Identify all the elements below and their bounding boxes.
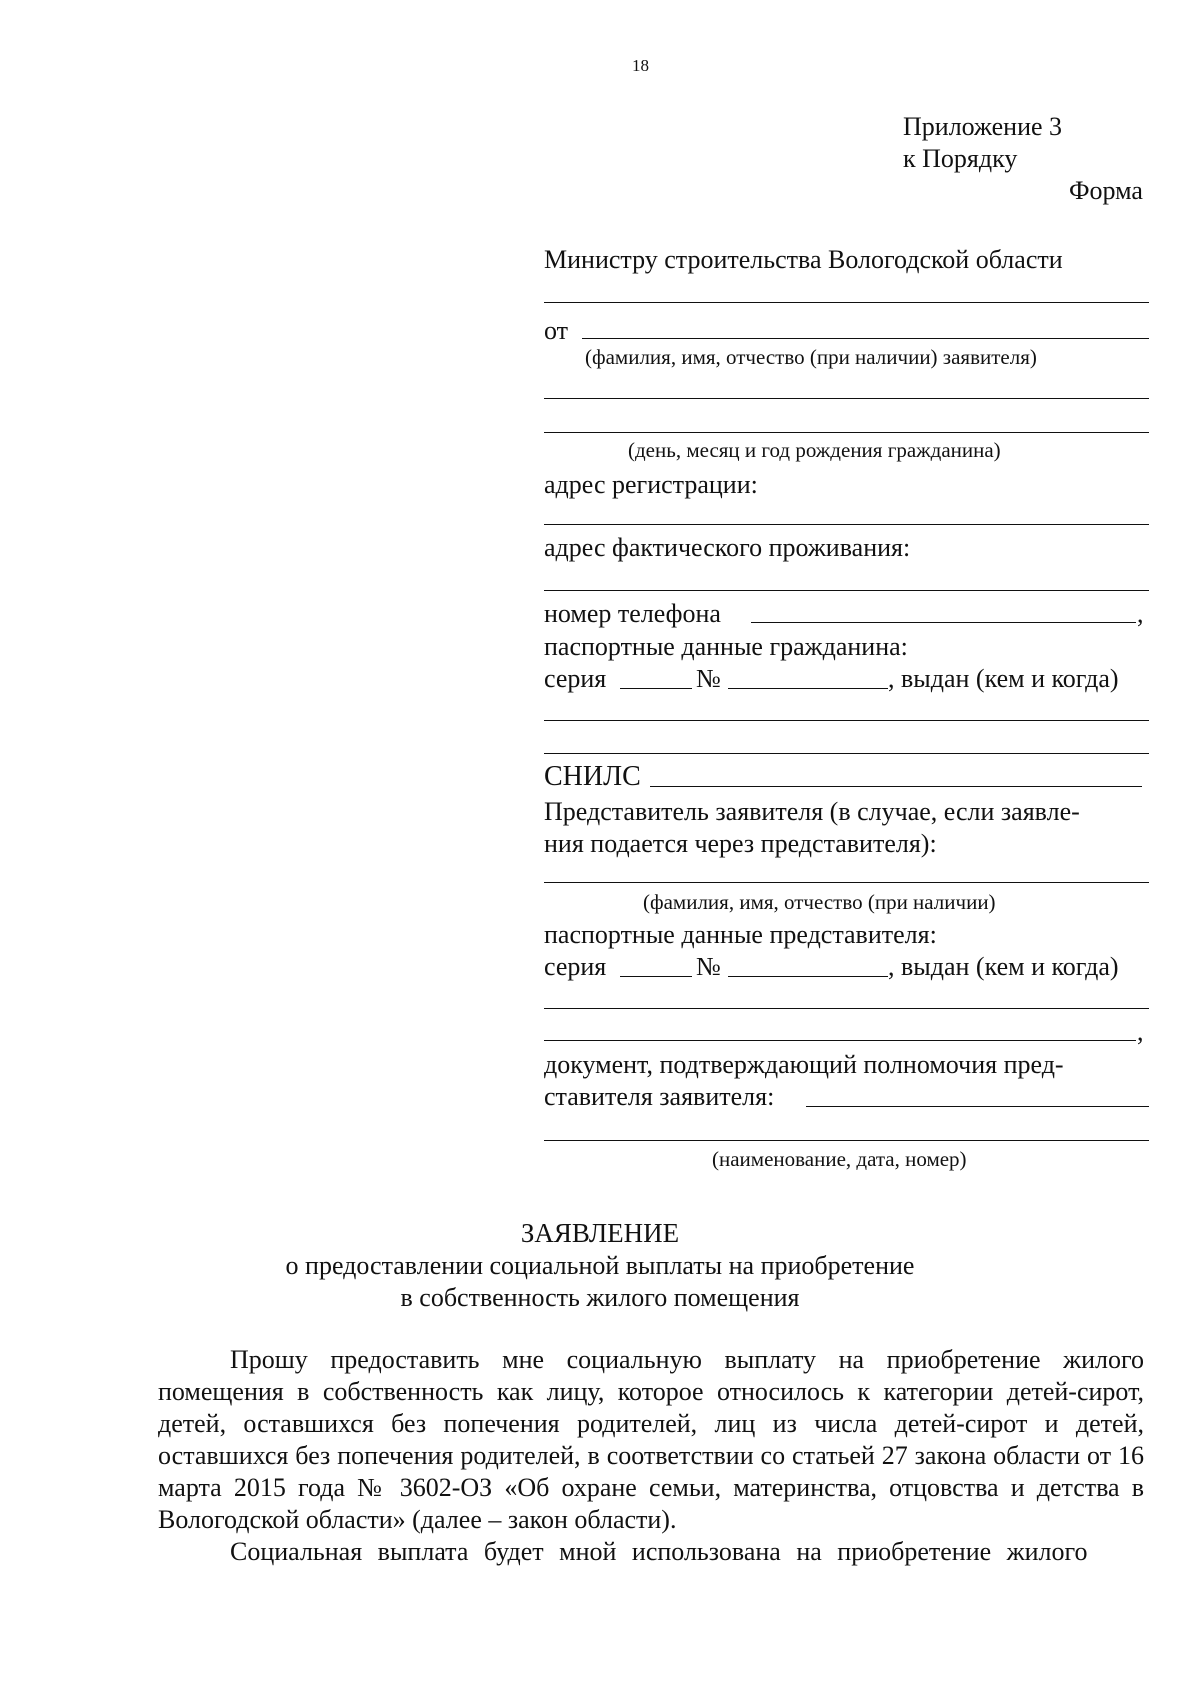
page-number: 18: [632, 56, 649, 75]
passport-series-label: серия: [544, 664, 607, 693]
representative-label-1: Представитель заявителя (в случае, если заявле-: [544, 797, 1080, 826]
applicant-name-line-2[interactable]: [544, 398, 1149, 399]
rep-number-line[interactable]: [728, 976, 888, 977]
appendix-line-2: к Порядку: [903, 144, 1018, 173]
doc-line-2[interactable]: [544, 1140, 1149, 1141]
rep-number-label: №: [696, 952, 721, 981]
passport-issued-label: , выдан (кем и когда): [888, 664, 1119, 693]
doc-hint: (наименование, дата, номер): [712, 1147, 967, 1171]
document-title: ЗАЯВЛЕНИЕ: [520, 1218, 680, 1248]
representative-label-2: ния подается через представителя):: [544, 829, 937, 858]
rep-passport-label: паспортные данные представителя:: [544, 920, 937, 949]
doc-label-1: документ, подтверждающий полномочия пред-: [544, 1050, 1064, 1079]
rep-name-line[interactable]: [544, 882, 1149, 883]
addressee: Министру строительства Вологодской области: [544, 245, 1063, 274]
passport-number-line[interactable]: [728, 688, 888, 689]
form-label: Форма: [1069, 176, 1143, 205]
passport-number-label: №: [696, 664, 721, 693]
applicant-name-hint: (фамилия, имя, отчество (при наличии) заявителя): [585, 345, 1037, 369]
rep-series-line[interactable]: [620, 976, 692, 977]
rep-issued-comma: ,: [1137, 1017, 1144, 1046]
passport-series-line[interactable]: [620, 688, 692, 689]
actual-address-line[interactable]: [544, 590, 1149, 591]
phone-label: номер телефона: [544, 599, 721, 628]
snils-line[interactable]: [650, 786, 1142, 787]
document-subtitle-2: в собственность жилого помещения: [400, 1283, 800, 1312]
doc-label-2: ставителя заявителя:: [544, 1082, 775, 1111]
passport-label: паспортные данные гражданина:: [544, 632, 908, 661]
reg-address-line[interactable]: [544, 524, 1149, 525]
rep-issued-line-1[interactable]: [544, 1008, 1149, 1009]
rep-issued-line-2[interactable]: [544, 1040, 1136, 1041]
doc-line-1[interactable]: [806, 1106, 1149, 1107]
snils-label: СНИЛС: [544, 761, 641, 792]
rep-series-label: серия: [544, 952, 607, 981]
phone-line[interactable]: [751, 622, 1136, 623]
birth-date-line[interactable]: [544, 432, 1149, 433]
from-label: от: [544, 316, 569, 345]
body-paragraph-2: Социальная выплата будет мной использована на приобретение жилого: [230, 1537, 1088, 1566]
actual-address-label: адрес фактического проживания:: [544, 533, 911, 562]
document-subtitle-1: о предоставлении социальной выплаты на приобретение: [285, 1251, 915, 1280]
applicant-name-line[interactable]: [582, 338, 1149, 339]
passport-issued-line-2[interactable]: [544, 753, 1149, 754]
passport-issued-line-1[interactable]: [544, 720, 1149, 721]
appendix-line-1: Приложение 3: [903, 112, 1063, 141]
reg-address-label: адрес регистрации:: [544, 470, 758, 499]
birth-date-hint: (день, месяц и год рождения гражданина): [628, 438, 1001, 462]
body-paragraph-1: Прошу предоставить мне социальную выплату на приобретение жилого помещения в собственность как лицу, которое относилось к категории детей-сирот, детей, оставшихся без попечения родителей, лиц из числа детей-сирот и детей, оставшихся без попечения родителей, в соответствии со статьей 27 закона области от 16 марта 2015 года № 3602-ОЗ «Об охране семьи, материнства, отцовства и детства в Вологодской области» (далее – закон области).: [158, 1345, 1144, 1534]
phone-comma: ,: [1137, 599, 1144, 628]
rep-issued-label: , выдан (кем и когда): [888, 952, 1119, 981]
rep-name-hint: (фамилия, имя, отчество (при наличии): [643, 890, 996, 914]
addressee-line[interactable]: [544, 302, 1149, 303]
